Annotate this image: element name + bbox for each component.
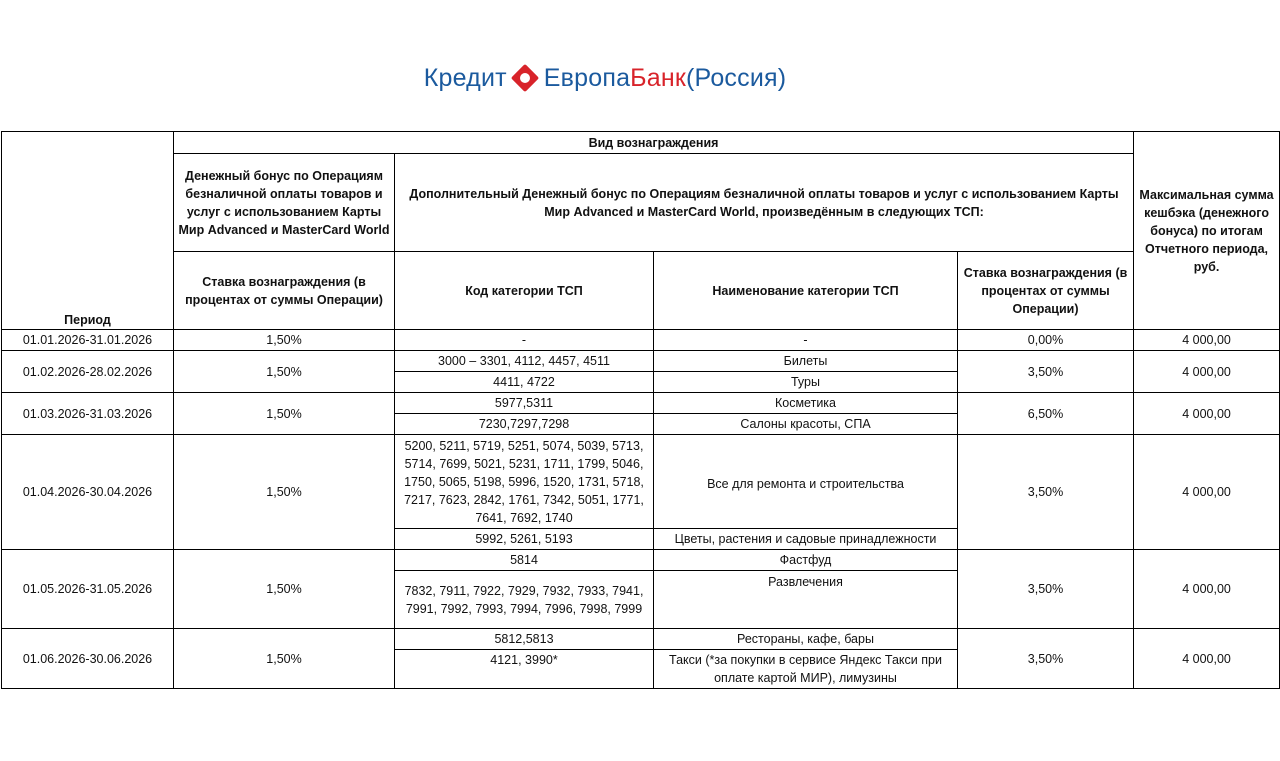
- base-rate-cell: 1,50%: [174, 435, 395, 550]
- logo-text-bank: Банк: [630, 64, 687, 92]
- mcc-code-cell: 7230,7297,7298: [395, 414, 654, 435]
- mcc-code-cell: 4121, 3990*: [395, 650, 654, 689]
- cashback-table: [1, 131, 1280, 689]
- header-extra-bonus: Дополнительный Денежный бонус по Операциям безналичной оплаты товаров и услуг с использованием Карты Мир Advanced и MasterCard World, произведённым в следующих ТСП:: [395, 154, 1134, 252]
- table-row: [2, 629, 1280, 650]
- mcc-name-cell: Рестораны, кафе, бары: [654, 629, 958, 650]
- logo-diamond-icon: [511, 64, 539, 92]
- extra-rate-cell: 3,50%: [958, 435, 1134, 550]
- mcc-name-cell: Развлечения: [654, 571, 958, 629]
- mcc-name-cell: Такси (*за покупки в сервисе Яндекс Такси при оплате картой МИР), лимузины: [654, 650, 958, 689]
- period-cell: 01.01.2026-31.01.2026: [2, 330, 174, 351]
- mcc-code-cell: -: [395, 330, 654, 351]
- base-rate-cell: 1,50%: [174, 330, 395, 351]
- table-row: [2, 351, 1280, 372]
- header-base-rate: Ставка вознаграждения (в процентах от суммы Операции): [174, 252, 395, 330]
- extra-rate-cell: 0,00%: [958, 330, 1134, 351]
- mcc-code-cell: 5992, 5261, 5193: [395, 529, 654, 550]
- base-rate-cell: 1,50%: [174, 393, 395, 435]
- bank-logo: [0, 62, 1210, 94]
- logo-text-evropa: Европа: [543, 64, 631, 92]
- mcc-name-cell: Туры: [654, 372, 958, 393]
- header-mcc-code: Код категории ТСП: [395, 252, 654, 330]
- header-max-cashback: Максимальная сумма кешбэка (денежного бонуса) по итогам Отчетного периода, руб.: [1134, 132, 1280, 330]
- period-cell: 01.02.2026-28.02.2026: [2, 351, 174, 393]
- mcc-name-cell: -: [654, 330, 958, 351]
- mcc-code-cell: 4411, 4722: [395, 372, 654, 393]
- table-row: [2, 550, 1280, 571]
- max-cashback-cell: 4 000,00: [1134, 351, 1280, 393]
- mcc-name-cell: Салоны красоты, СПА: [654, 414, 958, 435]
- header-extra-rate: Ставка вознаграждения (в процентах от суммы Операции): [958, 252, 1134, 330]
- max-cashback-cell: 4 000,00: [1134, 330, 1280, 351]
- mcc-code-cell: 5200, 5211, 5719, 5251, 5074, 5039, 5713, 5714, 7699, 5021, 5231, 1711, 1799, 5046, 1750, 5065, 5198, 5996, 1520, 1731, 5718, 7217, 7623, 2842, 1761, 7342, 5051, 1771, 7641, 7692, 1740: [395, 435, 654, 529]
- max-cashback-cell: 4 000,00: [1134, 435, 1280, 550]
- header-mcc-name: Наименование категории ТСП: [654, 252, 958, 330]
- table-row: [2, 393, 1280, 414]
- header-reward-type: Вид вознаграждения: [174, 132, 1134, 154]
- period-cell: 01.05.2026-31.05.2026: [2, 550, 174, 629]
- mcc-name-cell: Косметика: [654, 393, 958, 414]
- extra-rate-cell: 3,50%: [958, 351, 1134, 393]
- extra-rate-cell: 3,50%: [958, 550, 1134, 629]
- base-rate-cell: 1,50%: [174, 351, 395, 393]
- table-row: [2, 435, 1280, 529]
- mcc-code-cell: 7832, 7911, 7922, 7929, 7932, 7933, 7941, 7991, 7992, 7993, 7994, 7996, 7998, 7999: [395, 571, 654, 629]
- period-cell: 01.03.2026-31.03.2026: [2, 393, 174, 435]
- mcc-name-cell: Цветы, растения и садовые принадлежности: [654, 529, 958, 550]
- mcc-code-cell: 5977,5311: [395, 393, 654, 414]
- base-rate-cell: 1,50%: [174, 629, 395, 689]
- max-cashback-cell: 4 000,00: [1134, 629, 1280, 689]
- mcc-name-cell: Фастфуд: [654, 550, 958, 571]
- period-cell: 01.04.2026-30.04.2026: [2, 435, 174, 550]
- base-rate-cell: 1,50%: [174, 550, 395, 629]
- header-base-bonus: Денежный бонус по Операциям безналичной оплаты товаров и услуг с использованием Карты Мир Advanced и MasterCard World: [174, 154, 395, 252]
- logo-text-rossiya: (Россия): [686, 64, 787, 92]
- max-cashback-cell: 4 000,00: [1134, 393, 1280, 435]
- max-cashback-cell: 4 000,00: [1134, 550, 1280, 629]
- mcc-name-cell: Билеты: [654, 351, 958, 372]
- mcc-code-cell: 5814: [395, 550, 654, 571]
- table-row: [2, 330, 1280, 351]
- header-period: Период: [2, 132, 174, 330]
- mcc-name-cell: Все для ремонта и строительства: [654, 435, 958, 529]
- extra-rate-cell: 6,50%: [958, 393, 1134, 435]
- mcc-code-cell: 3000 – 3301, 4112, 4457, 4511: [395, 351, 654, 372]
- logo-text-kredit: Кредит: [423, 64, 507, 92]
- mcc-code-cell: 5812,5813: [395, 629, 654, 650]
- period-cell: 01.06.2026-30.06.2026: [2, 629, 174, 689]
- extra-rate-cell: 3,50%: [958, 629, 1134, 689]
